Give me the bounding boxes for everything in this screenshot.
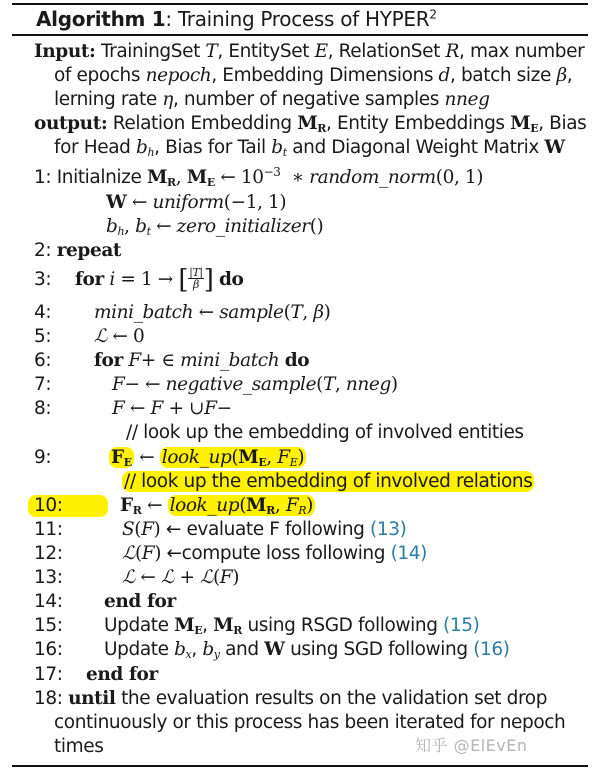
comment-entities: // look up the embedding of involved entities	[126, 422, 524, 443]
comment-relations: // look up the embedding of involved relations	[124, 471, 533, 492]
header-rule	[12, 34, 588, 36]
output-line-1: output: Relation Embedding $M_R$, Entity Embeddings $M_E$, Bias	[34, 113, 587, 135]
input-line-2: of epochs nepoch, Embedding Dimensions d, batch size β,	[54, 65, 573, 86]
input-line-3: lerning rate η, number of negative samples nneg	[54, 89, 490, 110]
equation-ref-13[interactable]: (13)	[370, 519, 407, 540]
top-rule	[12, 3, 588, 5]
equation-ref-16[interactable]: (16)	[473, 639, 510, 660]
equation-ref-14[interactable]: (14)	[390, 543, 427, 564]
step-1: 1: Initialnize $M_R$, $M_E$ ← $10^{-3}$ ∗ random_norm(0, 1)	[34, 164, 484, 189]
step-1-bias: $b_h$, $b_t$ ← zero_initializer()	[106, 216, 324, 238]
step-2: 2: repeat	[34, 240, 122, 261]
watermark: 知乎 @ElEvEn	[415, 736, 528, 755]
algorithm-title: Algorithm 1: Training Process of HYPER$^2$	[36, 7, 437, 31]
output-line-2: for Head $b_h$, Bias for Tail $b_t$ and Diagonal Weight Matrix W	[54, 137, 565, 159]
bottom-rule	[12, 765, 588, 767]
step-18-cont-2: times	[54, 736, 104, 757]
input-line-1: Input: TrainingSet T, EntitySet E, RelationSet R, max number	[34, 41, 585, 62]
step-1-w: W ← uniform(−1, 1)	[106, 192, 287, 213]
step-18: 18: until the evaluation results on the validation set drop	[34, 688, 548, 709]
equation-ref-15[interactable]: (15)	[443, 615, 480, 636]
step-18-cont-1: continuously or this process has been iterated for nepoch	[54, 712, 566, 733]
